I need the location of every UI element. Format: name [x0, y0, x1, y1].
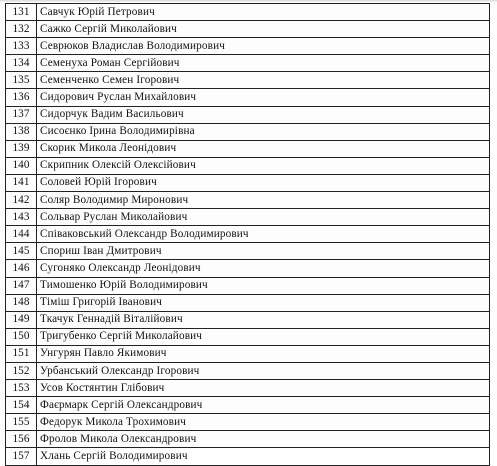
person-name: Співаковський Олександр Володимирович [37, 226, 490, 243]
row-number: 144 [6, 226, 37, 243]
table-row [6, 123, 490, 140]
table-row [6, 345, 490, 362]
table-row [6, 4, 490, 21]
row-number: 153 [6, 380, 37, 397]
row-number: 155 [6, 414, 37, 431]
table-row [6, 72, 490, 89]
person-name: Федорук Микола Трохимович [37, 414, 490, 431]
table-row [6, 311, 490, 328]
table-row [6, 294, 490, 311]
row-number: 146 [6, 260, 37, 277]
row-number: 147 [6, 277, 37, 294]
row-number: 154 [6, 397, 37, 414]
page-top-edge [0, 0, 497, 2]
table-row [6, 362, 490, 379]
table-row [6, 243, 490, 260]
row-number: 143 [6, 209, 37, 226]
row-number: 152 [6, 362, 37, 379]
person-name: Севрюков Владислав Володимирович [37, 38, 490, 55]
person-name: Фаєрмарк Сергій Олександрович [37, 397, 490, 414]
person-name: Спориш Іван Дмитрович [37, 243, 490, 260]
person-name: Сольвар Руслан Миколайович [37, 209, 490, 226]
row-number: 137 [6, 106, 37, 123]
row-number: 139 [6, 140, 37, 157]
person-name: Унгурян Павло Якимович [37, 345, 490, 362]
person-name: Сисоєнко Ірина Володимирівна [37, 123, 490, 140]
person-name: Скрипник Олексій Олексійович [37, 157, 490, 174]
table-row [6, 260, 490, 277]
person-name: Тимошенко Юрій Володимирович [37, 277, 490, 294]
table-row [6, 328, 490, 345]
person-name: Тіміш Григорій Іванович [37, 294, 490, 311]
row-number: 138 [6, 123, 37, 140]
table-row [6, 397, 490, 414]
row-number: 136 [6, 89, 37, 106]
row-number: 135 [6, 72, 37, 89]
table-row [6, 414, 490, 431]
row-number: 156 [6, 431, 37, 448]
person-name: Скорик Микола Леонідович [37, 140, 490, 157]
table-row [6, 157, 490, 174]
person-name: Соляр Володимир Миронович [37, 192, 490, 209]
row-number: 131 [6, 4, 37, 21]
row-number: 140 [6, 157, 37, 174]
person-name: Тригубенко Сергій Миколайович [37, 328, 490, 345]
person-name: Усов Костянтин Глібович [37, 380, 490, 397]
table-row [6, 448, 490, 465]
person-name: Ткачук Геннадій Віталійович [37, 311, 490, 328]
person-name: Сугоняко Олександр Леонідович [37, 260, 490, 277]
table-row [6, 380, 490, 397]
person-name: Хлань Сергій Володимирович [37, 448, 490, 465]
row-number: 148 [6, 294, 37, 311]
table-row [6, 277, 490, 294]
row-number: 133 [6, 38, 37, 55]
person-name: Фролов Микола Олександрович [37, 431, 490, 448]
row-number: 151 [6, 345, 37, 362]
person-name: Семенуха Роман Сергійович [37, 55, 490, 72]
row-number: 142 [6, 192, 37, 209]
table-row [6, 431, 490, 448]
table-row [6, 140, 490, 157]
row-number: 150 [6, 328, 37, 345]
table-row [6, 192, 490, 209]
table-row [6, 106, 490, 123]
row-number: 132 [6, 21, 37, 38]
table-row [6, 174, 490, 191]
table-row [6, 226, 490, 243]
person-name: Семенченко Семен Ігорович [37, 72, 490, 89]
row-number: 149 [6, 311, 37, 328]
table-body [6, 4, 490, 466]
person-name: Сидорчук Вадим Васильович [37, 106, 490, 123]
deputies-list-table [5, 3, 490, 466]
table-row [6, 89, 490, 106]
row-number: 141 [6, 174, 37, 191]
person-name: Савчук Юрій Петрович [37, 4, 490, 21]
person-name: Соловей Юрій Ігорович [37, 174, 490, 191]
table-row [6, 21, 490, 38]
person-name: Урбанський Олександр Ігорович [37, 362, 490, 379]
row-number: 145 [6, 243, 37, 260]
table-row [6, 55, 490, 72]
person-name: Сажко Сергій Миколайович [37, 21, 490, 38]
row-number: 157 [6, 448, 37, 465]
row-number: 134 [6, 55, 37, 72]
table-row [6, 38, 490, 55]
person-name: Сидорович Руслан Михайлович [37, 89, 490, 106]
table-row [6, 209, 490, 226]
